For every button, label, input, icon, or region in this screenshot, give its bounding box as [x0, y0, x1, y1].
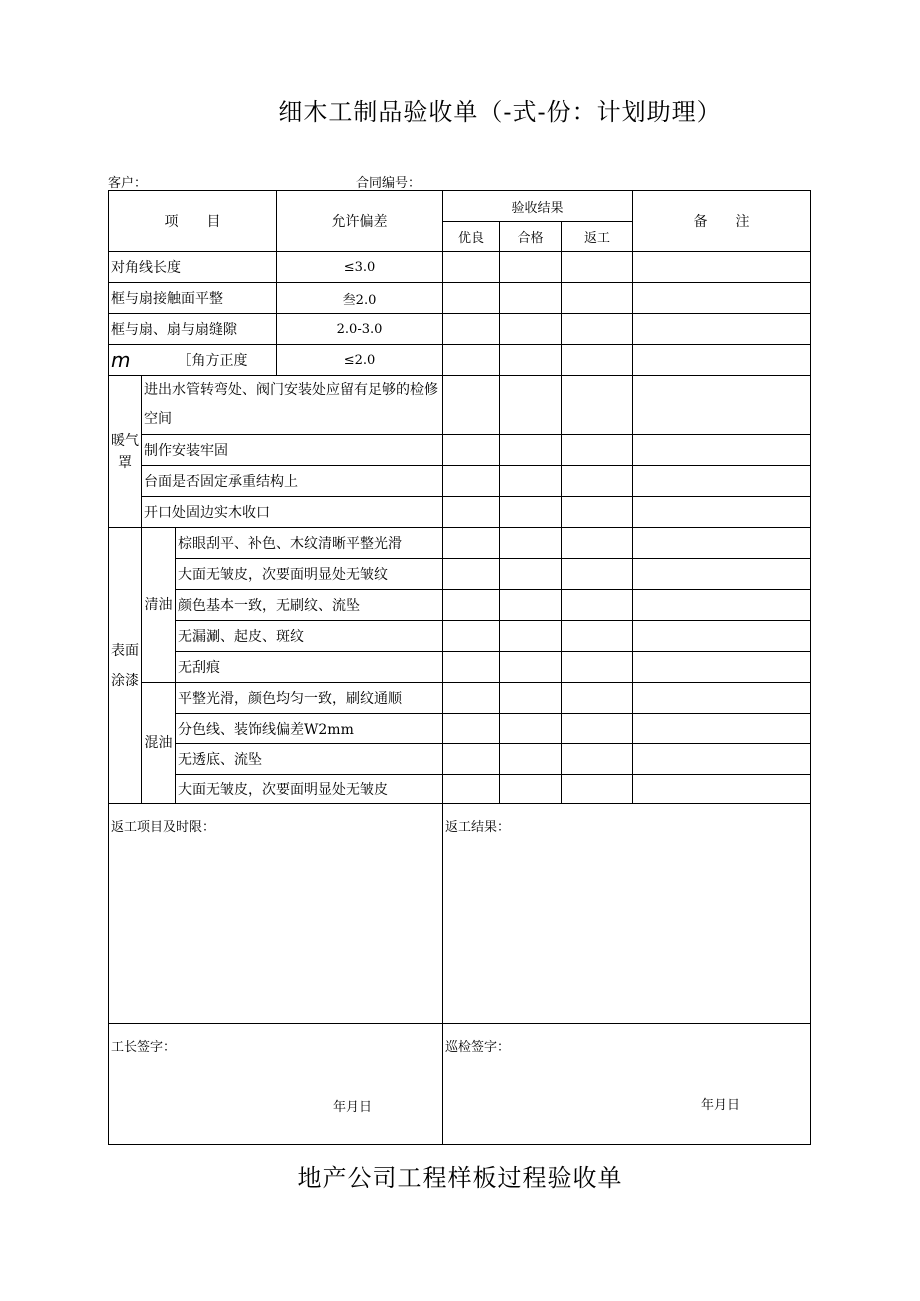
- header-tolerance: 允许偏差: [277, 191, 443, 252]
- form-title: 细木工制品验收单（-式-份：计划助理）: [278, 98, 722, 126]
- item-label: 颜色基本一致，无刷纹、流坠: [176, 590, 443, 621]
- item-label: 分色线、装饰线偏差W2mm: [176, 714, 443, 744]
- rework-result-label: 返工结果：: [445, 820, 511, 835]
- header-qualified: 合格: [500, 222, 562, 252]
- item-label: 进出水管转弯处、阀门安装处应留有足够的检修空间: [142, 376, 443, 435]
- table-row: [109, 652, 811, 683]
- table-row: [109, 345, 811, 376]
- customer-label: 客户：: [108, 176, 148, 191]
- item-label: 大面无皱皮，次要面明显处无皱皮: [176, 775, 443, 804]
- inspector-sign-label: 巡检签字：: [445, 1040, 511, 1055]
- item-label: 制作安装牢固: [142, 435, 443, 466]
- item-label: 大面无皱皮，次要面明显处无皱纹: [176, 559, 443, 590]
- tolerance-value: 叁2.0: [277, 283, 443, 314]
- table-row: [109, 314, 811, 345]
- group-label-heater: 暖气罩: [109, 376, 142, 528]
- table-row: [109, 621, 811, 652]
- tolerance-value: 2.0-3.0: [277, 314, 443, 345]
- subgroup-label-clear-oil: 清油: [142, 528, 176, 683]
- inspector-date: 年月日: [701, 1098, 741, 1113]
- header-remark: 备 注: [633, 191, 811, 252]
- item-label: 开口处固边实木收口: [142, 497, 443, 528]
- foreman-signature-field[interactable]: [109, 1024, 443, 1145]
- table-row: [109, 497, 811, 528]
- tolerance-value: ≤2.0: [277, 345, 443, 376]
- foreman-date: 年月日: [333, 1100, 373, 1115]
- inspection-table: [108, 190, 811, 1145]
- header-item: 项 目: [109, 191, 277, 252]
- item-label: 框与扇、扇与扇缝隙: [109, 314, 277, 345]
- table-row: [109, 466, 811, 497]
- rework-items-field[interactable]: [109, 804, 443, 1024]
- tolerance-value: ≤3.0: [277, 252, 443, 283]
- inspector-signature-field[interactable]: [443, 1024, 811, 1145]
- table-row: [109, 590, 811, 621]
- table-row: [109, 528, 811, 559]
- item-prefix: m: [111, 348, 131, 372]
- item-label: 棕眼刮平、补色、木纹清晰平整光滑: [176, 528, 443, 559]
- header-result: 验收结果: [443, 191, 633, 222]
- rework-items-label: 返工项目及时限：: [111, 820, 216, 835]
- item-label: 无刮痕: [176, 652, 443, 683]
- table-row: [109, 714, 811, 744]
- item-label: ［角方正度: [176, 345, 277, 376]
- table-row: [109, 376, 811, 435]
- foreman-sign-label: 工长签字：: [111, 1040, 177, 1055]
- table-row: [109, 559, 811, 590]
- item-label: 对角线长度: [109, 252, 277, 283]
- table-row: [109, 252, 811, 283]
- table-row: [109, 744, 811, 775]
- table-row: [109, 283, 811, 314]
- footer-title: 地产公司工程样板过程验收单: [297, 1164, 623, 1192]
- header-rework: 返工: [562, 222, 633, 252]
- item-label: 框与扇接触面平整: [109, 283, 277, 314]
- subgroup-label-mixed-oil: 混油: [142, 683, 176, 804]
- header-excellent: 优良: [443, 222, 500, 252]
- item-label: 无透底、流坠: [176, 744, 443, 775]
- contract-number-label: 合同编号：: [356, 176, 422, 191]
- rework-result-field[interactable]: [443, 804, 811, 1024]
- item-label: 台面是否固定承重结构上: [142, 466, 443, 497]
- table-row: [109, 683, 811, 714]
- item-label: 无漏涮、起皮、斑纹: [176, 621, 443, 652]
- item-label: 平整光滑，颜色均匀一致，刷纹通顺: [176, 683, 443, 714]
- table-row: [109, 435, 811, 466]
- table-row: [109, 775, 811, 804]
- group-label-coating: 表面涂漆: [109, 528, 142, 804]
